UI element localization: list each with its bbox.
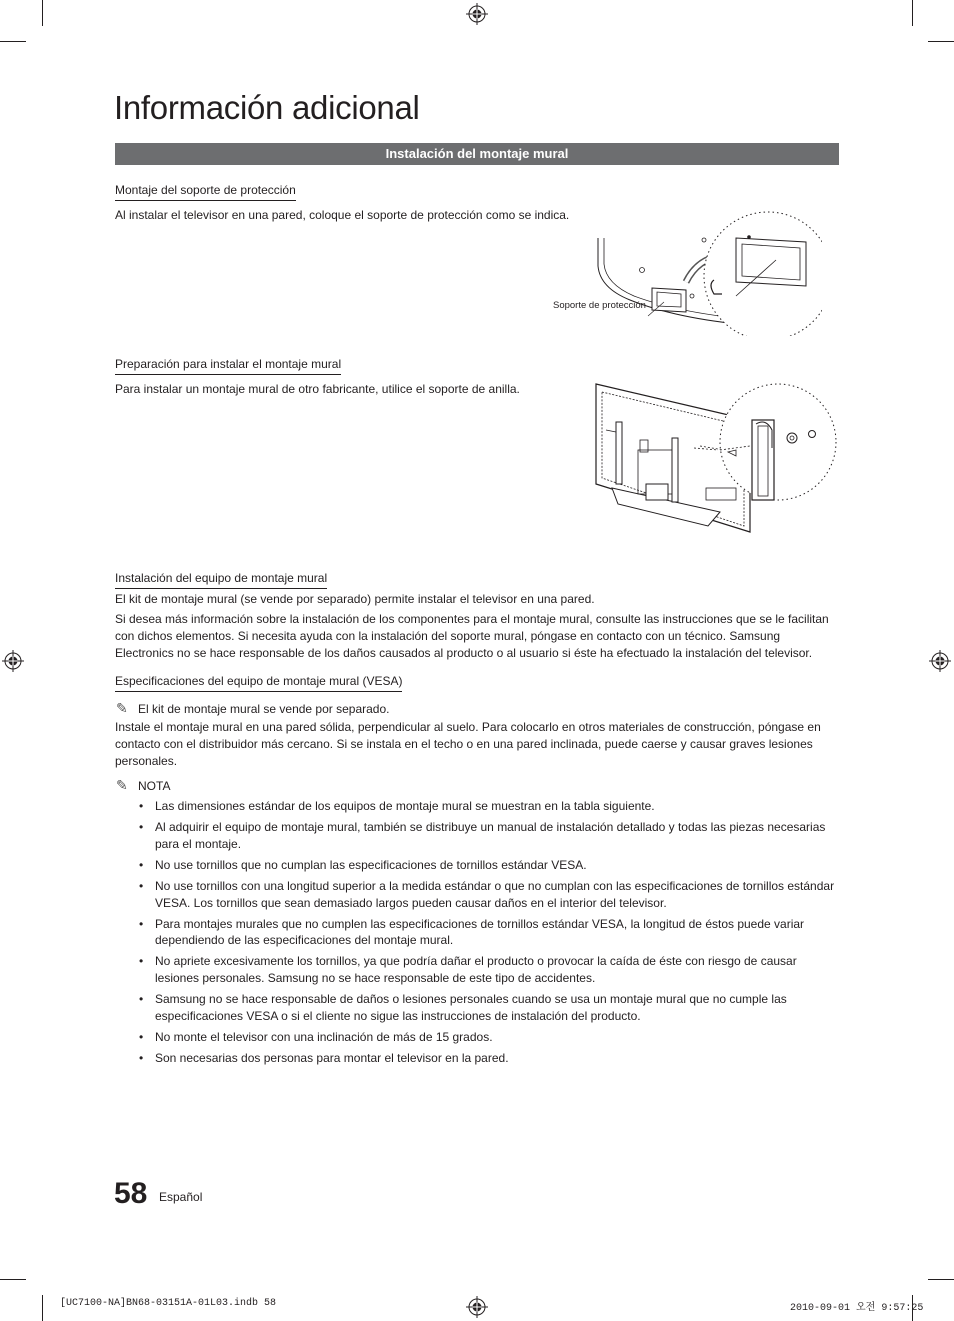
section-title-bar: Instalación del montaje mural: [115, 143, 839, 165]
page-title: Información adicional: [114, 89, 420, 126]
crop-mark: [928, 1279, 954, 1280]
page-number: 58: [114, 1177, 148, 1210]
pencil-note-icon: ✎: [116, 700, 128, 716]
list-item: • Para montajes murales que no cumplen las especificaciones de tornillos estándar VESA, la longitud de éstos puede variar dependiendo de las especificaciones del montaje mural.: [139, 916, 805, 948]
installation-paragraph-1: El kit de montaje mural (se vende por separado) permite instalar el televisor en una pared.: [115, 592, 595, 606]
list-item: • Las dimensiones estándar de los equipos de montaje mural se muestran en la tabla siguiente.: [139, 799, 655, 813]
registration-mark-icon: [466, 3, 488, 25]
protection-stand-figure: [590, 208, 822, 336]
list-item: • Son necesarias dos personas para montar el televisor en la pared.: [139, 1050, 509, 1065]
list-item: • Samsung no se hace responsable de daños o lesiones personales cuando se usa un montaje mural que no cumple las especificaciones VESA o si el cliente no sigue las instrucciones de instalación del producto.: [139, 992, 787, 1023]
vesa-note-text: El kit de montaje mural se vende por separado.: [138, 702, 390, 716]
vesa-nota-label-row: [116, 777, 170, 794]
crop-mark: [42, 1295, 43, 1321]
print-slug-timestamp: 2010-09-01 오전 9:57:25: [790, 1303, 924, 1314]
protection-stand-text: Al instalar el televisor en una pared, coloque el soporte de protección como se indica.: [115, 208, 570, 222]
crop-mark: [912, 0, 913, 26]
registration-mark-icon: [2, 650, 24, 672]
crop-mark: [0, 1279, 26, 1280]
print-slug-file: [UC7100-NA]BN68-03151A-01L03.indb 58: [60, 1298, 277, 1309]
vesa-note-sold-separately: [116, 700, 389, 717]
registration-mark-icon: [929, 650, 951, 672]
installation-paragraph-2: Si desea más información sobre la instalación de los componentes para el montaje mural, consulte las instrucciones que se le facilitan con dichos elementos. Si necesita ayuda con la instalación del soporte mural, póngase en contacto con un técnico. Samsung Electronics no se hace responsable de los daños causados al producto o al usuario si éste ha efectuado la instalación del televisor.: [115, 612, 829, 660]
list-item: • Al adquirir el equipo de montaje mural, también se distribuye un manual de instalación detallado y todas las piezas necesarias para el montaje.: [139, 819, 826, 851]
ring-bracket-figure: [588, 380, 840, 550]
vesa-heading: Especificaciones del equipo de montaje mural (VESA): [115, 674, 402, 692]
pencil-note-icon: ✎: [116, 777, 128, 793]
protection-stand-label: Soporte de protección: [553, 300, 646, 311]
crop-mark: [928, 41, 954, 42]
vesa-notes-list: [139, 798, 839, 1071]
vesa-paragraph: Instale el montaje mural en una pared sólida, perpendicular al suelo. Para colocarlo en otros materiales de construcción, póngase en contacto con el distribuidor más cercano. Si se instala en el techo o en una pared inclinada, puede caerse y causar graves lesiones personales.: [115, 720, 821, 768]
registration-mark-icon: [466, 1296, 488, 1318]
protection-stand-heading: Montaje del soporte de protección: [115, 183, 296, 201]
nota-label: NOTA: [138, 779, 171, 793]
preparation-text: Para instalar un montaje mural de otro fabricante, utilice el soporte de anilla.: [115, 382, 520, 396]
list-item: • No monte el televisor con una inclinación de más de 15 grados.: [139, 1029, 493, 1044]
list-item: • No use tornillos con una longitud superior a la medida estándar o que no cumplan con las especificaciones de tornillos estándar VESA. Los tornillos que sean demasiado largos pueden causar daños en el interior del televisor.: [139, 878, 835, 910]
list-item: • No use tornillos que no cumplan las especificaciones de tornillos estándar VESA.: [139, 857, 587, 872]
crop-mark: [0, 41, 26, 42]
list-item: • No apriete excesivamente los tornillos, ya que podría dañar el producto o provocar la caída de éste con riesgo de causar lesiones personales. Samsung no se hace responsable de este tipo de accidentes.: [139, 954, 797, 986]
installation-heading: Instalación del equipo de montaje mural: [115, 571, 327, 589]
page-language: Español: [159, 1190, 203, 1204]
preparation-heading: Preparación para instalar el montaje mural: [115, 357, 341, 375]
crop-mark: [42, 0, 43, 26]
